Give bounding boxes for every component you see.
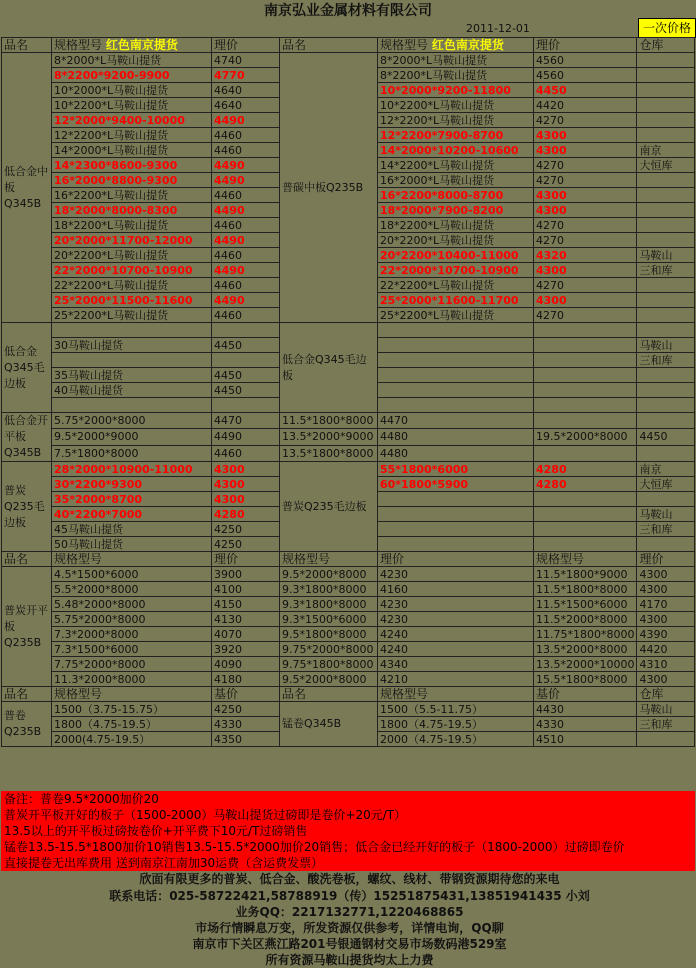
spec-cell: 25*2000*11600-11700 xyxy=(378,293,534,308)
price-cell: 4300 xyxy=(637,582,695,597)
price-cell: 4450 xyxy=(637,429,695,445)
product-name: 普炭Q235毛边板 xyxy=(2,462,52,552)
spec-cell: 9.5*2000*9000 xyxy=(52,429,212,445)
spec-cell: 11.5*2000*8000 xyxy=(534,612,637,627)
spec-cell: 8*2000*L马鞍山提货 xyxy=(52,53,212,68)
price-cell xyxy=(534,323,637,338)
price-cell: 4330 xyxy=(212,717,280,732)
spec-cell: 10*2200*L马鞍山提货 xyxy=(378,98,534,113)
price-cell: 4270 xyxy=(534,218,637,233)
store-cell xyxy=(637,308,695,323)
store-cell xyxy=(637,188,695,203)
spec-cell: 25*2000*11500-11600 xyxy=(52,293,212,308)
spec-cell xyxy=(378,522,534,537)
price-cell: 4490 xyxy=(212,113,280,128)
footer-line: 所有资源马鞍山提货均太上力费 xyxy=(1,952,695,968)
table-row xyxy=(2,462,695,477)
spec-cell: 20*2200*L马鞍山提货 xyxy=(378,233,534,248)
spec-cell: 12*2200*L马鞍山提货 xyxy=(52,128,212,143)
spec-cell: 13.5*1800*8000 xyxy=(280,445,378,461)
price-cell: 4270 xyxy=(534,113,637,128)
spec-cell: 30马鞍山提货 xyxy=(52,338,212,353)
price-cell: 4460 xyxy=(212,143,280,158)
store-cell xyxy=(637,53,695,68)
price-cell: 4480 xyxy=(378,445,534,461)
table-row xyxy=(2,552,695,567)
price-cell: 3920 xyxy=(212,642,280,657)
price-cell xyxy=(534,383,637,398)
store-cell: 三和库 xyxy=(637,263,695,278)
spec-cell: 40*2200*7000 xyxy=(52,507,212,522)
spec-cell: 20*2000*11700-12000 xyxy=(52,233,212,248)
store-cell xyxy=(637,398,695,413)
store-cell: 马鞍山 xyxy=(637,338,695,353)
price-cell: 4300 xyxy=(534,143,637,158)
footer-line: 备注：普卷9.5*2000加价20 xyxy=(1,791,695,807)
footer-line: 欣面有限更多的普炭、低合金、酸洗卷板，螺纹、线材、带钢资源期待您的来电 xyxy=(1,871,695,888)
spec-cell: 28*2000*10900-11000 xyxy=(52,462,212,477)
price-cell xyxy=(212,398,280,413)
spec-cell: 22*2000*10700-10900 xyxy=(378,263,534,278)
price-cell: 4490 xyxy=(212,158,280,173)
spec-cell: 11.3*2000*8000 xyxy=(52,672,212,687)
footer-line: 业务QQ：2217132771,1220468865 xyxy=(1,904,695,920)
spec-cell xyxy=(378,492,534,507)
spec-cell: 45马鞍山提货 xyxy=(52,522,212,537)
spec-cell: 7.5*1800*8000 xyxy=(52,445,212,461)
store-cell: 三和库 xyxy=(637,522,695,537)
price-cell: 4300 xyxy=(637,672,695,687)
header-spec: 规格型号 红色南京提货 xyxy=(52,38,212,53)
store-cell xyxy=(637,98,695,113)
product-name: 低合金Q345毛边板 xyxy=(2,323,52,413)
store-cell xyxy=(637,278,695,293)
price-cell xyxy=(534,522,637,537)
spec-cell: 9.5*2000*8000 xyxy=(280,672,378,687)
price-cell: 3900 xyxy=(212,567,280,582)
price-cell: 4330 xyxy=(534,717,637,732)
table-row xyxy=(2,429,695,445)
price-cell: 4280 xyxy=(212,507,280,522)
price-cell: 4460 xyxy=(212,218,280,233)
spec-cell: 11.5*1800*8000 xyxy=(280,413,378,429)
table-row xyxy=(2,627,695,642)
price-cell: 4560 xyxy=(534,68,637,83)
header-cell: 基价 xyxy=(534,687,637,702)
spec-cell: 18*2200*L马鞍山提货 xyxy=(52,218,212,233)
table-row xyxy=(2,687,695,702)
spec-cell: 7.3*2000*8000 xyxy=(52,627,212,642)
price-cell: 4490 xyxy=(212,429,280,445)
store-cell: 南京 xyxy=(637,143,695,158)
price-cell: 4250 xyxy=(212,702,280,717)
product-name: 低合金中板Q345B xyxy=(2,53,52,323)
header-cell: 理价 xyxy=(212,38,280,53)
price-cell: 4460 xyxy=(212,278,280,293)
price-cell: 4460 xyxy=(212,308,280,323)
price-cell: 4740 xyxy=(212,53,280,68)
price-cell: 4300 xyxy=(534,203,637,218)
table-row xyxy=(2,657,695,672)
price-cell: 4210 xyxy=(378,672,534,687)
table-row xyxy=(2,702,695,717)
spec-cell: 22*2200*L马鞍山提货 xyxy=(378,278,534,293)
store-cell xyxy=(637,233,695,248)
header-cell: 理价 xyxy=(637,552,695,567)
price-cell xyxy=(534,398,637,413)
spec-cell: 14*2000*L马鞍山提货 xyxy=(52,143,212,158)
price-cell: 4230 xyxy=(378,597,534,612)
price-cell: 4300 xyxy=(212,492,280,507)
price-cell: 4270 xyxy=(534,173,637,188)
table-row xyxy=(2,597,695,612)
store-cell xyxy=(637,383,695,398)
table-row xyxy=(2,323,695,338)
spec-cell: 11.75*1800*8000 xyxy=(534,627,637,642)
spec-cell: 9.75*2000*8000 xyxy=(280,642,378,657)
header-cell: 品名 xyxy=(2,38,52,53)
footer-line: 南京市下关区燕江路201号银通钢材交易市场数码港529室 xyxy=(1,936,695,952)
header-cell: 品名 xyxy=(280,38,378,53)
price-cell xyxy=(212,353,280,368)
store-cell xyxy=(637,492,695,507)
header-cell: 理价 xyxy=(378,552,534,567)
price-cell: 4480 xyxy=(378,429,534,445)
store-cell: 三和库 xyxy=(637,717,695,732)
sheet-date: 2011-12-01 xyxy=(466,22,530,35)
price-cell: 4240 xyxy=(378,642,534,657)
price-cell xyxy=(534,507,637,522)
spec-cell: 11.5*1800*8000 xyxy=(534,582,637,597)
store-cell: 大恒库 xyxy=(637,477,695,492)
price-cell: 4250 xyxy=(212,537,280,552)
spec-cell: 11.5*1800*9000 xyxy=(534,567,637,582)
price-cell: 4130 xyxy=(212,612,280,627)
price-cell xyxy=(534,353,637,368)
spec-cell: 5.5*2000*8000 xyxy=(52,582,212,597)
price-cell: 4250 xyxy=(212,522,280,537)
spec-cell: 11.5*1500*6000 xyxy=(534,597,637,612)
spec-cell: 9.5*1800*8000 xyxy=(280,627,378,642)
table-row xyxy=(2,567,695,582)
price-cell: 4490 xyxy=(212,263,280,278)
price-cell: 4270 xyxy=(534,158,637,173)
header-cell: 规格型号 xyxy=(52,552,212,567)
spec-cell xyxy=(534,445,637,461)
spec-cell xyxy=(378,383,534,398)
price-cell: 4420 xyxy=(637,642,695,657)
table-row xyxy=(2,445,695,461)
spec-cell: 55*1800*6000 xyxy=(378,462,534,477)
store-cell xyxy=(637,173,695,188)
store-cell xyxy=(637,293,695,308)
price-cell: 4460 xyxy=(212,445,280,461)
price-cell: 4490 xyxy=(212,203,280,218)
spec-cell xyxy=(534,413,637,429)
spec-cell: 22*2000*10700-10900 xyxy=(52,263,212,278)
spec-cell xyxy=(52,398,212,413)
table-row xyxy=(2,672,695,687)
footer-line: 普炭开平板开好的板子（1500-2000）马鞍山提货过磅即是卷价+20元/T） xyxy=(1,807,695,823)
table-row xyxy=(2,38,695,53)
price-cell: 4350 xyxy=(212,732,280,747)
header-cell: 规格型号 xyxy=(534,552,637,567)
pickup-label: 红色南京提货 xyxy=(431,37,504,52)
spec-cell: 60*1800*5900 xyxy=(378,477,534,492)
spec-cell xyxy=(378,507,534,522)
price-cell: 4280 xyxy=(534,477,637,492)
footer-line: 联系电话：025-58722421,58788919（传）15251875431,13851941435 小刘 xyxy=(1,888,695,904)
price-cell: 4470 xyxy=(212,413,280,429)
product-name: 普卷Q235B xyxy=(2,702,52,747)
footer-line: 市场行情瞬息万变，所发资源仅供参考，详情电询，QQ聊 xyxy=(1,920,695,936)
spec-cell: 18*2000*8000-8300 xyxy=(52,203,212,218)
store-cell xyxy=(637,323,695,338)
spec-cell: 7.3*1500*6000 xyxy=(52,642,212,657)
price-cell: 4270 xyxy=(534,308,637,323)
header-cell: 规格型号 xyxy=(378,687,534,702)
spec-cell: 20*2200*10400-11000 xyxy=(378,248,534,263)
spec-cell: 16*2200*8000-8700 xyxy=(378,188,534,203)
spec-cell: 9.5*2000*8000 xyxy=(280,567,378,582)
price-cell: 4420 xyxy=(534,98,637,113)
spec-cell: 5.75*2000*8000 xyxy=(52,612,212,627)
product-name: 普炭开平板Q235B xyxy=(2,567,52,687)
product-name: 低合金开平板Q345B xyxy=(2,413,52,462)
spec-cell: 12*2200*L马鞍山提货 xyxy=(378,113,534,128)
spec-cell: 9.3*1800*8000 xyxy=(280,597,378,612)
spec-cell: 40马鞍山提货 xyxy=(52,383,212,398)
price-cell: 4300 xyxy=(637,612,695,627)
pickup-label: 红色南京提货 xyxy=(105,37,178,52)
spec-cell: 5.75*2000*8000 xyxy=(52,413,212,429)
header-cell: 品名 xyxy=(280,687,378,702)
spec-cell: 14*2300*8600-9300 xyxy=(52,158,212,173)
spec-cell: 22*2200*L马鞍山提货 xyxy=(52,278,212,293)
price-cell: 4270 xyxy=(534,278,637,293)
price-cell: 4490 xyxy=(212,233,280,248)
price-cell: 4470 xyxy=(378,413,534,429)
header-cell: 规格型号 xyxy=(52,687,212,702)
store-cell: 南京 xyxy=(637,462,695,477)
spec-cell xyxy=(378,338,534,353)
footer-line: 13.5以上的开平板过磅按卷价+开平费下10元/T过磅销售 xyxy=(1,823,695,839)
price-cell: 4300 xyxy=(534,188,637,203)
product-name: 锰卷Q345B xyxy=(280,702,378,747)
price-cell: 4450 xyxy=(212,383,280,398)
price-cell: 4640 xyxy=(212,98,280,113)
spec-cell: 8*2200*9200-9900 xyxy=(52,68,212,83)
price-cell xyxy=(534,537,637,552)
spec-cell: 2000（4.75-19.5） xyxy=(378,732,534,747)
spec-cell: 14*2000*10200-10600 xyxy=(378,143,534,158)
store-cell: 三和库 xyxy=(637,353,695,368)
price-cell: 4340 xyxy=(378,657,534,672)
price-cell: 4640 xyxy=(212,83,280,98)
price-cell: 4300 xyxy=(534,263,637,278)
spec-cell: 50马鞍山提货 xyxy=(52,537,212,552)
price-cell: 4460 xyxy=(212,128,280,143)
spec-cell: 18*2000*7900-8200 xyxy=(378,203,534,218)
page-title: 南京弘业金属材料有限公司 xyxy=(264,3,432,19)
spec-cell xyxy=(378,353,534,368)
store-cell xyxy=(637,368,695,383)
header-cell: 基价 xyxy=(212,687,280,702)
spec-cell: 10*2000*L马鞍山提货 xyxy=(52,83,212,98)
spec-cell: 8*2200*L马鞍山提货 xyxy=(378,68,534,83)
spec-cell: 13.5*2000*10000 xyxy=(534,657,637,672)
product-name: 低合金Q345毛边板 xyxy=(280,323,378,413)
spec-cell xyxy=(378,398,534,413)
spec-cell: 14*2200*L马鞍山提货 xyxy=(378,158,534,173)
price-cell xyxy=(534,338,637,353)
spec-cell: 5.48*2000*8000 xyxy=(52,597,212,612)
spec-cell: 16*2000*8800-9300 xyxy=(52,173,212,188)
price-cell: 4180 xyxy=(212,672,280,687)
header-cell: 理价 xyxy=(212,552,280,567)
price-cell: 4460 xyxy=(212,188,280,203)
table-row xyxy=(2,612,695,627)
header-cell: 规格型号 xyxy=(280,552,378,567)
store-cell xyxy=(637,218,695,233)
header-cell: 品名 xyxy=(2,552,52,567)
spec-cell: 1500（5.5-11.75） xyxy=(378,702,534,717)
spec-cell: 9.3*1800*8000 xyxy=(280,582,378,597)
price-cell xyxy=(534,492,637,507)
price-cell: 4320 xyxy=(534,248,637,263)
price-cell: 4240 xyxy=(378,627,534,642)
price-cell xyxy=(212,323,280,338)
footer-notes xyxy=(1,791,695,968)
store-cell: 马鞍山 xyxy=(637,248,695,263)
price-cell: 4450 xyxy=(212,368,280,383)
table-row xyxy=(2,642,695,657)
price-cell: 4310 xyxy=(637,657,695,672)
store-cell xyxy=(637,732,695,747)
spec-cell: 16*2200*L马鞍山提货 xyxy=(52,188,212,203)
spec-cell: 25*2200*L马鞍山提货 xyxy=(52,308,212,323)
spec-cell: 35*2000*8700 xyxy=(52,492,212,507)
price-cell: 4560 xyxy=(534,53,637,68)
price-cell: 4230 xyxy=(378,567,534,582)
spec-cell: 19.5*2000*8000 xyxy=(534,429,637,445)
footer-line: 直接提卷无出库费用 送到南京江南加30运费（含运费发票） xyxy=(1,855,695,871)
spec-cell: 10*2200*L马鞍山提货 xyxy=(52,98,212,113)
spec-cell: 7.75*2000*8000 xyxy=(52,657,212,672)
spec-cell: 8*2000*L马鞍山提货 xyxy=(378,53,534,68)
store-cell xyxy=(637,83,695,98)
table-row xyxy=(2,413,695,429)
price-cell: 4300 xyxy=(212,462,280,477)
store-cell xyxy=(637,68,695,83)
price-cell: 4230 xyxy=(378,612,534,627)
price-cell: 4300 xyxy=(534,293,637,308)
spec-cell xyxy=(52,323,212,338)
spec-cell: 30*2200*9300 xyxy=(52,477,212,492)
spec-cell xyxy=(52,353,212,368)
price-cell xyxy=(637,413,695,429)
store-cell xyxy=(637,113,695,128)
store-cell: 马鞍山 xyxy=(637,507,695,522)
spec-cell: 9.3*1500*6000 xyxy=(280,612,378,627)
store-cell xyxy=(637,128,695,143)
price-cell xyxy=(637,445,695,461)
product-name: 普炭Q235毛边板 xyxy=(280,462,378,552)
price-cell: 4300 xyxy=(637,567,695,582)
spec-cell: 13.5*2000*8000 xyxy=(534,642,637,657)
price-cell: 4150 xyxy=(212,597,280,612)
price-cell: 4100 xyxy=(212,582,280,597)
spec-cell: 2000(4.75-19.5） xyxy=(52,732,212,747)
header-cell: 仓库 xyxy=(637,687,695,702)
price-cell: 4430 xyxy=(534,702,637,717)
spec-cell: 12*2000*9400-10000 xyxy=(52,113,212,128)
header-cell: 理价 xyxy=(534,38,637,53)
price-cell: 4160 xyxy=(378,582,534,597)
spec-cell xyxy=(378,368,534,383)
footer-line: 锰卷13.5-15.5*1800加价10销售13.5-15.5*2000加价20销售；低合金已经开好的板子（1800-2000）过磅即卷价 xyxy=(1,839,695,855)
header-spec: 规格型号 红色南京提货 xyxy=(378,38,534,53)
price-cell: 4280 xyxy=(534,462,637,477)
store-cell xyxy=(637,203,695,218)
spec-cell: 10*2000*9200-11800 xyxy=(378,83,534,98)
table-row xyxy=(2,53,695,68)
price-cell: 4300 xyxy=(212,477,280,492)
spec-cell xyxy=(378,323,534,338)
spec-cell: 35马鞍山提货 xyxy=(52,368,212,383)
price-cell: 4170 xyxy=(637,597,695,612)
price-badge: 一次价格 xyxy=(638,18,696,38)
price-cell: 4090 xyxy=(212,657,280,672)
table-row xyxy=(2,582,695,597)
spec-cell: 1800（4.75-19.5） xyxy=(378,717,534,732)
product-name: 普碳中板Q235B xyxy=(280,53,378,323)
price-cell: 4300 xyxy=(534,128,637,143)
price-cell: 4070 xyxy=(212,627,280,642)
spec-cell: 20*2200*L马鞍山提货 xyxy=(52,248,212,263)
store-cell: 大恒库 xyxy=(637,158,695,173)
spec-cell: 16*2000*L马鞍山提货 xyxy=(378,173,534,188)
spec-cell: 9.75*1800*8000 xyxy=(280,657,378,672)
spec-cell: 1500（3.75-15.75） xyxy=(52,702,212,717)
spec-cell: 13.5*2000*9000 xyxy=(280,429,378,445)
header-cell: 品名 xyxy=(2,687,52,702)
spec-cell xyxy=(378,537,534,552)
header-cell: 仓库 xyxy=(637,38,695,53)
spec-cell: 18*2200*L马鞍山提货 xyxy=(378,218,534,233)
spec-cell: 4.5*1500*6000 xyxy=(52,567,212,582)
price-cell: 4490 xyxy=(212,173,280,188)
price-cell: 4390 xyxy=(637,627,695,642)
price-cell: 4490 xyxy=(212,293,280,308)
price-cell: 4450 xyxy=(212,338,280,353)
price-cell: 4460 xyxy=(212,248,280,263)
price-cell: 4770 xyxy=(212,68,280,83)
spec-cell: 25*2200*L马鞍山提货 xyxy=(378,308,534,323)
store-cell xyxy=(637,537,695,552)
price-cell: 4510 xyxy=(534,732,637,747)
spec-cell: 15.5*1800*8000 xyxy=(534,672,637,687)
price-cell: 4450 xyxy=(534,83,637,98)
spec-cell: 1800（4.75-19.5） xyxy=(52,717,212,732)
price-table xyxy=(1,37,695,747)
spec-cell: 12*2200*7900-8700 xyxy=(378,128,534,143)
price-cell: 4270 xyxy=(534,233,637,248)
price-cell xyxy=(534,368,637,383)
store-cell: 马鞍山 xyxy=(637,702,695,717)
